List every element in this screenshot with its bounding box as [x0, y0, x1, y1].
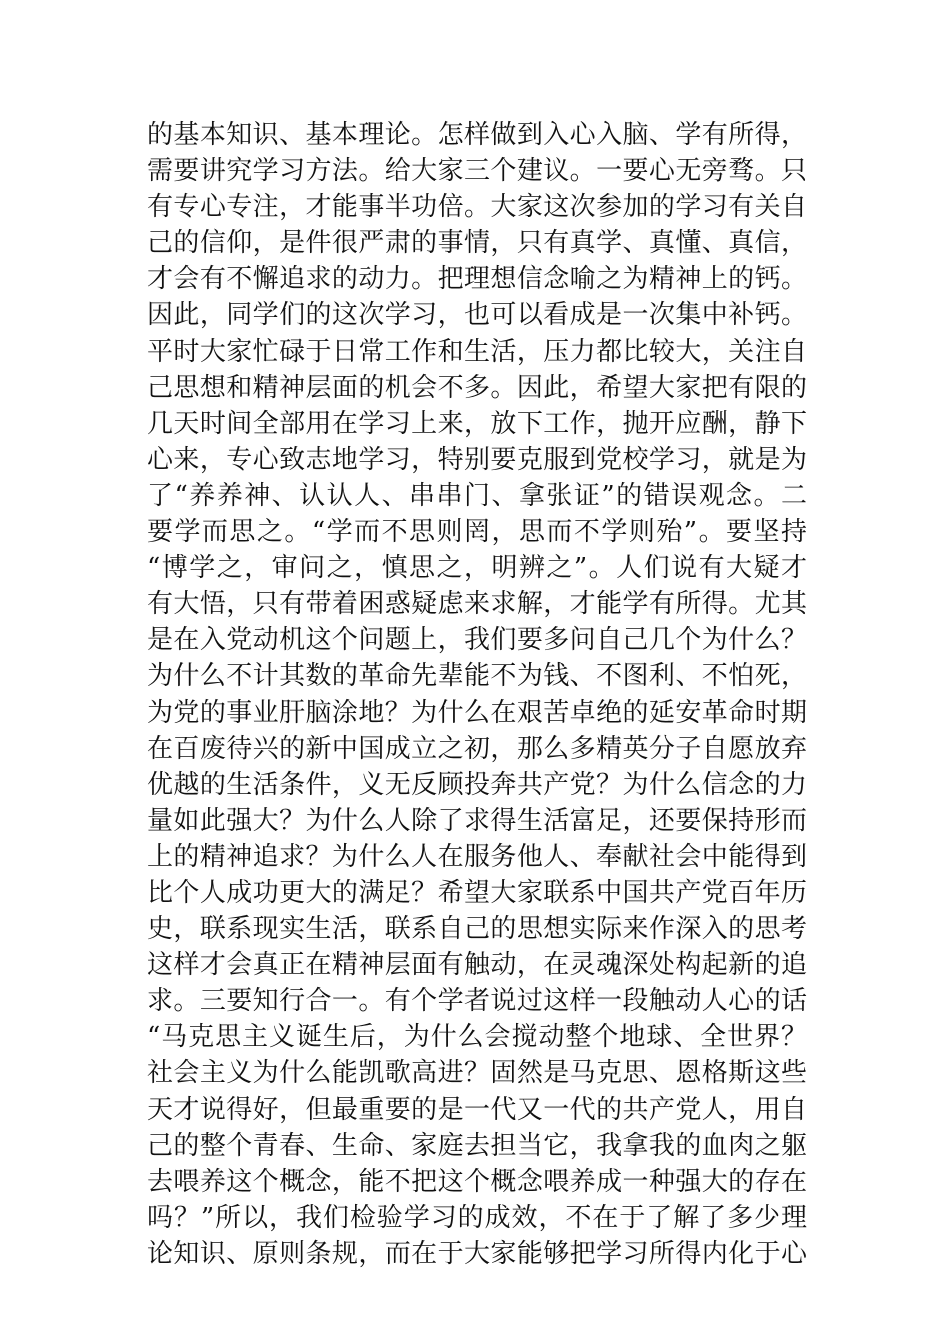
text-line: 平时大家忙碌于日常工作和生活，压力都比较大，关注自	[147, 336, 807, 367]
text-line: 论知识、原则条规，而在于大家能够把学习所得内化于心	[147, 1238, 807, 1269]
text-line: 比个人成功更大的满足？希望大家联系中国共产党百年历	[147, 877, 807, 908]
text-line: 己的整个青春、生命、家庭去担当它，我拿我的血肉之躯	[147, 1130, 807, 1161]
text-line: 是在入党动机这个问题上，我们要多问自己几个为什么？	[147, 625, 807, 656]
text-line: 己思想和精神层面的机会不多。因此，希望大家把有限的	[147, 372, 807, 403]
text-line: 天才说得好，但最重要的是一代又一代的共产党人，用自	[147, 1094, 807, 1125]
text-line: 己的信仰，是件很严肃的事情，只有真学、真懂、真信，	[147, 228, 807, 259]
text-line: 上的精神追求？为什么人在服务他人、奉献社会中能得到	[147, 841, 807, 872]
text-line: 了“养养神、认认人、串串门、拿张证”的错误观念。二	[147, 480, 807, 511]
text-line: 有专心专注，才能事半功倍。大家这次参加的学习有关自	[147, 192, 807, 223]
text-line: 求。三要知行合一。有个学者说过这样一段触动人心的话	[147, 986, 807, 1017]
text-line: 因此，同学们的这次学习，也可以看成是一次集中补钙。	[147, 300, 807, 331]
text-line: 几天时间全部用在学习上来，放下工作，抛开应酬，静下	[147, 408, 807, 439]
text-line: 社会主义为什么能凯歌高进？固然是马克思、恩格斯这些	[147, 1058, 807, 1089]
text-line: 需要讲究学习方法。给大家三个建议。一要心无旁骛。只	[147, 156, 807, 187]
text-line: 这样才会真正在精神层面有触动，在灵魂深处构起新的追	[147, 950, 807, 981]
text-line: “博学之，审问之，慎思之，明辨之”。人们说有大疑才	[147, 553, 807, 584]
text-line: 吗？”所以，我们检验学习的成效，不在于了解了多少理	[147, 1202, 807, 1233]
text-line: 的基本知识、基本理论。怎样做到入心入脑、学有所得，	[147, 120, 807, 150]
text-line: 为党的事业肝脑涂地？为什么在艰苦卓绝的延安革命时期	[147, 697, 807, 728]
text-line: 量如此强大？为什么人除了求得生活富足，还要保持形而	[147, 805, 807, 836]
text-line: 为什么不计其数的革命先辈能不为钱、不图利、不怕死，	[147, 661, 807, 692]
text-line: 在百废待兴的新中国成立之初，那么多精英分子自愿放弃	[147, 733, 807, 764]
text-line: 去喂养这个概念，能不把这个概念喂养成一种强大的存在	[147, 1166, 807, 1197]
text-line: “马克思主义诞生后，为什么会搅动整个地球、全世界？	[147, 1022, 807, 1053]
text-line: 优越的生活条件，义无反顾投奔共产党？为什么信念的力	[147, 769, 807, 800]
body-text	[147, 117, 807, 1272]
text-line: 要学而思之。“学而不思则罔，思而不学则殆”。要坚持	[147, 517, 807, 548]
text-line: 有大悟，只有带着困惑疑虑来求解，才能学有所得。尤其	[147, 589, 807, 620]
text-line: 心来，专心致志地学习，特别要克服到党校学习，就是为	[147, 444, 807, 475]
text-line: 才会有不懈追求的动力。把理想信念喻之为精神上的钙。	[147, 264, 807, 295]
text-line: 史，联系现实生活，联系自己的思想实际来作深入的思考	[147, 914, 807, 945]
